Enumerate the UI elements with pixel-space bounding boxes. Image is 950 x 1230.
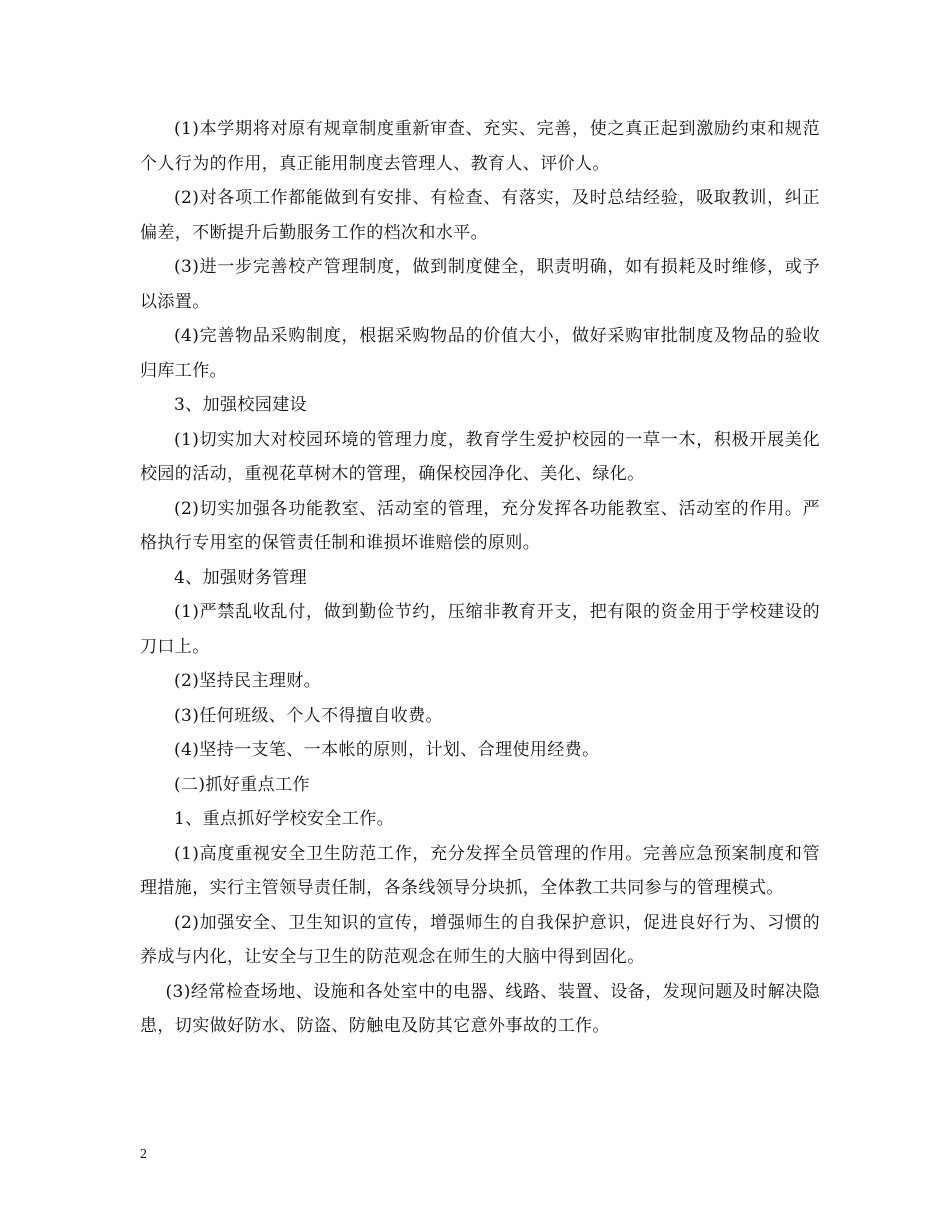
paragraph-11: (1)高度重视安全卫生防范工作，充分发挥全员管理的作用。完善应急预案制度和管理措施，实行主管领导责任制，各条线领导分块抓，全体教工共同参与的管理模式。 [140,843,820,898]
paragraph-13: (3)经常检查场地、设施和各处室中的电器、线路、装置、设备，发现问题及时解决隐患，切实做好防水、防盗、防触电及防其它意外事故的工作。 [140,981,820,1036]
paragraph-5: (1)切实加大对校园环境的管理力度，教育学生爱护校园的一草一木，积极开展美化校园的活动，重视花草树木的管理，确保校园净化、美化、绿化。 [140,429,820,484]
document-body [140,112,820,1044]
section-heading-key-work: (二)抓好重点工作 [174,774,310,795]
paragraph-9: (3)任何班级、个人不得擅自收费。 [174,705,443,726]
paragraph-1: (1)本学期将对原有规章制度重新审查、充实、完善，使之真正起到激励约束和规范个人行为的作用，真正能用制度去管理人、教育人、评价人。 [140,119,820,174]
section-heading-safety: 1、重点抓好学校安全工作。 [174,809,395,829]
paragraph-3: (3)进一步完善校产管理制度，做到制度健全，职责明确，如有损耗及时维修，或予以添置。 [140,257,820,312]
paragraph-2: (2)对各项工作都能做到有安排、有检查、有落实，及时总结经验，吸取教训，纠正偏差，不断提升后勤服务工作的档次和水平。 [140,188,820,243]
section-heading-finance: 4、加强财务管理 [174,567,308,588]
page-number: 2 [140,1147,147,1162]
paragraph-8: (2)坚持民主理财。 [174,671,322,691]
section-heading-campus: 3、加强校园建设 [174,395,308,415]
paragraph-12: (2)加强安全、卫生知识的宣传，增强师生的自我保护意识，促进良好行为、习惯的养成与内化，让安全与卫生的防范观念在师生的大脑中得到固化。 [140,912,820,967]
paragraph-6: (2)切实加强各功能教室、活动室的管理，充分发挥各功能教室、活动室的作用。严格执行专用室的保管责任制和谁损坏谁赔偿的原则。 [140,498,820,553]
paragraph-10: (4)坚持一支笔、一本帐的原则，计划、合理使用经费。 [174,740,600,760]
paragraph-7: (1)严禁乱收乱付，做到勤俭节约，压缩非教育开支，把有限的资金用于学校建设的刀口上。 [140,602,820,657]
paragraph-4: (4)完善物品采购制度，根据采购物品的价值大小，做好采购审批制度及物品的验收归库工作。 [140,326,820,381]
